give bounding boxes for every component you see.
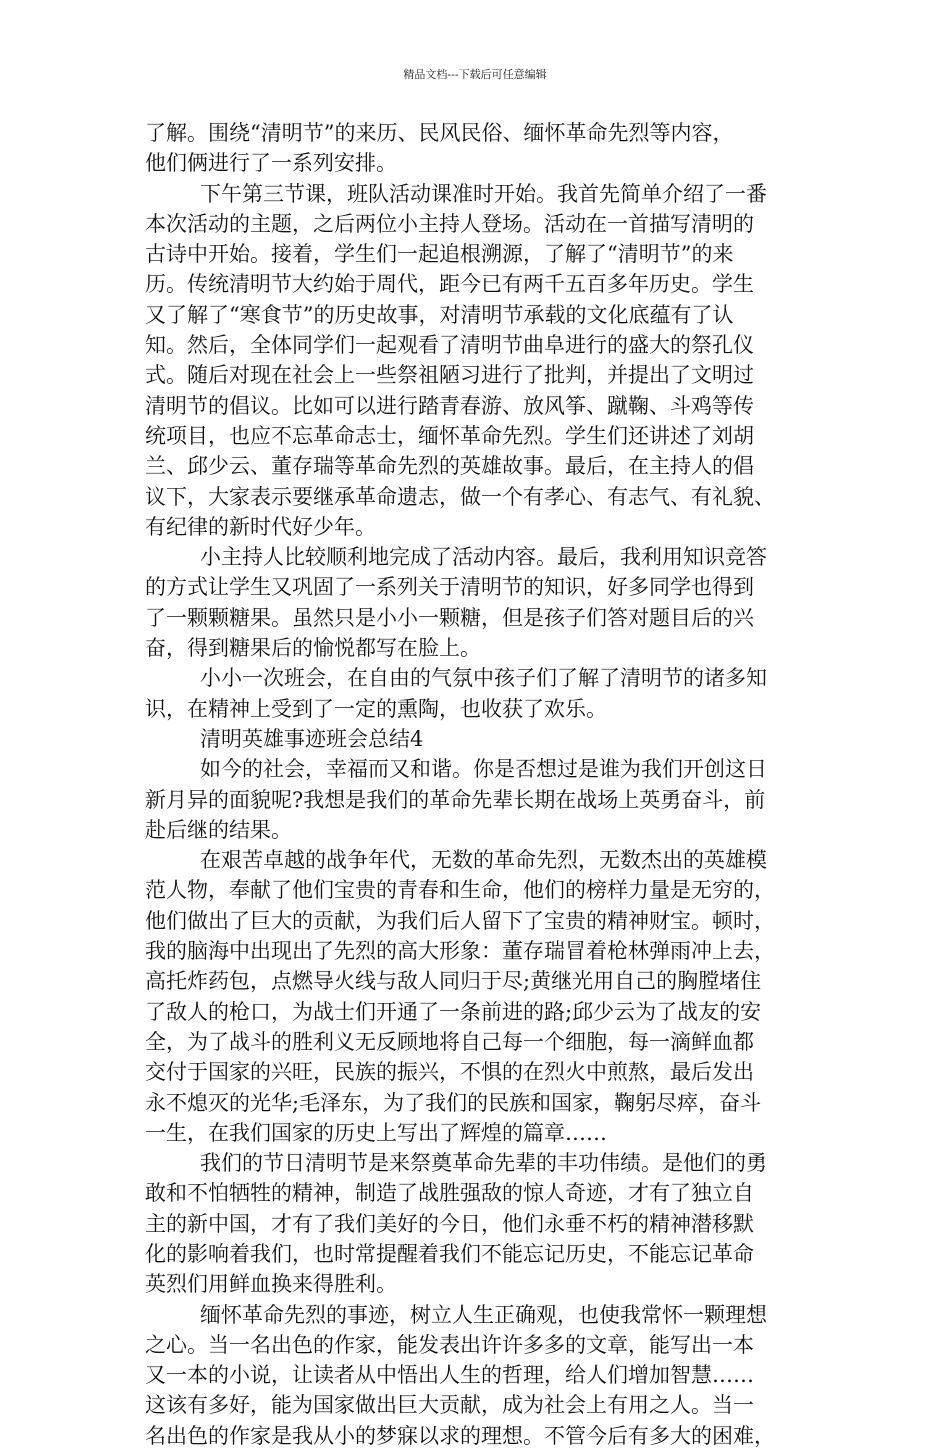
text-line: 识，在精神上受到了一定的熏陶，也收获了欢乐。 (145, 696, 607, 721)
text-line: 清明节的倡议。比如可以进行踏青春游、放风筝、蹴鞠、斗鸡等传 (145, 393, 754, 418)
text-line: 赴后继的结果。 (145, 817, 292, 842)
text-line: 化的影响着我们，也时常提醒着我们不能忘记历史，不能忘记革命 (145, 1241, 754, 1266)
text-line: 小小一次班会，在自由的气氛中孩子们了解了清明节的诸多知 (200, 666, 767, 691)
text-line: 了一颗颗糖果。虽然只是小小一颗糖，但是孩子们答对题目后的兴 (145, 605, 754, 630)
text-line: 缅怀革命先烈的事迹，树立人生正确观，也使我常怀一颗理想 (200, 1302, 767, 1327)
text-line: 这该有多好，能为国家做出巨大贡献，成为社会上有用之人。当一 (145, 1393, 754, 1418)
text-line: 英烈们用鲜血换来得胜利。 (145, 1272, 397, 1297)
page-header: 精品文档---下载后可任意编辑 (403, 68, 547, 81)
text-line: 又一本的小说，让读者从中悟出人生的哲理，给人们增加智慧…… (145, 1363, 754, 1388)
text-line: 有纪律的新时代好少年。 (145, 514, 376, 539)
text-line: 范人物，奉献了他们宝贵的青春和生命，他们的榜样力量是无穷的， (145, 878, 775, 903)
text-line: 奋，得到糖果后的愉悦都写在脸上。 (145, 636, 481, 661)
text-line: 又了解了“寒食节”的历史故事，对清明节承载的文化底蕴有了认 (145, 302, 734, 327)
text-line: 了解。围绕“清明节”的来历、民风民俗、缅怀革命先烈等内容， (145, 121, 734, 145)
text-line: 小主持人比较顺利地完成了活动内容。最后，我利用知识竞答 (200, 545, 767, 570)
text-line: 议下，大家表示要继承革命遗志，做一个有孝心、有志气、有礼貌、 (145, 484, 775, 509)
text-line: 我们的节日清明节是来祭奠革命先辈的丰功伟绩。是他们的勇 (200, 1151, 767, 1176)
text-line: 古诗中开始。接着，学生们一起追根溯源，了解了“清明节”的来 (145, 242, 734, 267)
text-line: 统项目，也应不忘革命志士，缅怀革命先烈。学生们还讲述了刘胡 (145, 423, 754, 448)
text-line: 兰、邱少云、董存瑞等革命先烈的英雄故事。最后，在主持人的倡 (145, 454, 754, 479)
text-line: 之心。当一名出色的作家，能发表出许许多多的文章，能写出一本 (145, 1332, 754, 1357)
text-line: 他们做出了巨大的贡献，为我们后人留下了宝贵的精神财宝。顿时， (145, 908, 775, 933)
text-line: 高托炸药包，点燃导火线与敌人同归于尽;黄继光用自己的胸膛堵住 (145, 969, 762, 994)
text-line: 一生，在我们国家的历史上写出了辉煌的篇章…… (145, 1120, 607, 1145)
text-line: 永不熄灭的光华;毛泽东，为了我们的民族和国家，鞠躬尽瘁，奋斗 (145, 1090, 762, 1115)
text-line: 主的新中国，才有了我们美好的今日，他们永垂不朽的精神潜移默 (145, 1211, 754, 1236)
text-line: 敢和不怕牺牲的精神，制造了战胜强敌的惊人奇迹，才有了独立自 (145, 1181, 754, 1206)
text-line: 了敌人的枪口，为战士们开通了一条前进的路;邱少云为了战友的安 (145, 999, 762, 1024)
document-body (145, 118, 835, 1451)
text-line: 在艰苦卓越的战争年代，无数的革命先烈，无数杰出的英雄模 (200, 848, 767, 873)
text-line: 我的脑海中出现出了先烈的高大形象：董存瑞冒着枪林弹雨冲上去， (145, 939, 775, 964)
text-line: 交付于国家的兴旺，民族的振兴，不惧的在烈火中煎熬，最后发出 (145, 1060, 754, 1085)
text-line: 的方式让学生又巩固了一系列关于清明节的知识，好多同学也得到 (145, 575, 754, 600)
text-line: 全，为了战斗的胜利义无反顾地将自己每一个细胞，每一滴鲜血都 (145, 1029, 754, 1054)
text-line: 历。传统清明节大约始于周代，距今已有两千五百多年历史。学生 (145, 272, 754, 297)
text-line: 下午第三节课，班队活动课准时开始。我首先简单介绍了一番 (200, 181, 767, 206)
text-line: 名出色的作家是我从小的梦寐以求的理想。不管今后有多大的困难， (145, 1423, 775, 1448)
text-line: 如今的社会，幸福而又和谐。你是否想过是谁为我们开创这日 (200, 757, 767, 782)
text-line: 本次活动的主题，之后两位小主持人登场。活动在一首描写清明的 (145, 211, 754, 236)
text-line: 新月异的面貌呢?我想是我们的革命先辈长期在战场上英勇奋斗，前 (145, 787, 766, 812)
text-line: 他们俩进行了一系列安排。 (145, 151, 397, 176)
text-line: 式。随后对现在社会上一些祭祖陋习进行了批判，并提出了文明过 (145, 363, 754, 388)
text-line: 知。然后，全体同学们一起观看了清明节曲阜进行的盛大的祭孔仪 (145, 333, 754, 358)
text-line: 清明英雄事迹班会总结4 (200, 726, 424, 751)
